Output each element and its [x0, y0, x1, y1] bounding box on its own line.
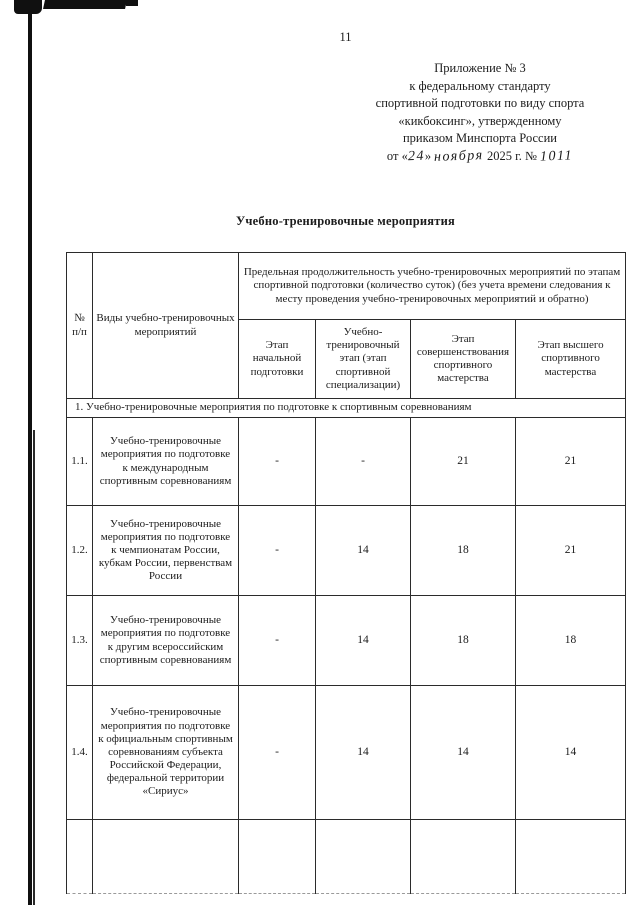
date-mid: 2025 г. № — [486, 148, 537, 163]
column-header-number: № п/п — [67, 253, 93, 399]
column-header-duration: Предельная продолжительность учебно-тренировочных мероприятий по этапам спортивной подготовки (количество суток) (без учета времени следования к месту проведения учебно-тренировочных мероприятий и обратно) — [239, 253, 626, 320]
column-header-stage-highest: Этап высшего спортивного мастерства — [516, 320, 626, 399]
value-cell: - — [239, 418, 316, 506]
document-title: Учебно-тренировочные мероприятия — [236, 214, 455, 228]
value-cell: 21 — [411, 418, 516, 506]
scan-artifact-left-bar-2 — [33, 430, 35, 905]
header-line: спортивной подготовки по виду спорта — [375, 96, 585, 110]
training-events-table — [66, 252, 626, 894]
header-line: «кикбоксинг», утвержденному — [398, 113, 562, 128]
column-header-stage-improvement: Этап совершенствования спортивного мастерства — [411, 320, 516, 399]
event-type: Учебно-тренировочные мероприятия по подготовке к международным спортивным соревнованиям — [93, 418, 239, 506]
header-line: приказом Минспорта России — [402, 131, 557, 145]
value-cell: 14 — [516, 686, 626, 820]
handwritten-month: ноября — [433, 147, 485, 165]
value-cell: - — [316, 418, 411, 506]
value-cell: 14 — [316, 596, 411, 686]
header-line: Приложение № 3 — [434, 61, 526, 75]
column-header-stage-initial: Этап начальной подготовки — [239, 320, 316, 399]
scan-artifact-top-blob — [126, 0, 138, 6]
date-line — [352, 148, 608, 166]
table-row — [67, 596, 626, 686]
event-type: Учебно-тренировочные мероприятия по подготовке к официальным спортивным соревнованиям субъекта Российской Федерации, федеральной территории «Сириус» — [93, 686, 239, 820]
table-row — [67, 506, 626, 596]
date-prefix: от « — [386, 148, 408, 163]
column-header-stage-training: Учебно-тренировочный этап (этап спортивной специализации) — [316, 320, 411, 399]
value-cell: 14 — [316, 686, 411, 820]
table-row — [67, 686, 626, 820]
handwritten-order-number: 1011 — [539, 147, 574, 165]
row-number: 1.4. — [67, 686, 93, 820]
header-line: к федеральному стандарту — [409, 78, 551, 93]
scan-artifact-top-blob — [43, 0, 127, 9]
value-cell: 18 — [516, 596, 626, 686]
handwritten-day: 24 — [407, 148, 426, 164]
page-number: 11 — [339, 30, 352, 44]
value-cell: 18 — [411, 596, 516, 686]
row-number: 1.3. — [67, 596, 93, 686]
approval-header — [352, 60, 608, 165]
value-cell: 14 — [316, 506, 411, 596]
scan-artifact-left-bar — [28, 0, 32, 905]
column-header-types: Виды учебно-тренировочных мероприятий — [93, 253, 239, 399]
value-cell: 21 — [516, 418, 626, 506]
table-row — [67, 418, 626, 506]
section-header-row: 1. Учебно-тренировочные мероприятия по подготовке к спортивным соревнованиям — [67, 399, 626, 418]
table-row-continued — [67, 820, 626, 894]
scan-artifact-top-blob — [14, 0, 42, 14]
value-cell: - — [239, 686, 316, 820]
row-number: 1.1. — [67, 418, 93, 506]
row-number: 1.2. — [67, 506, 93, 596]
value-cell: - — [239, 506, 316, 596]
value-cell: 14 — [411, 686, 516, 820]
date-close-quote: » — [424, 148, 432, 163]
value-cell: 21 — [516, 506, 626, 596]
value-cell: 18 — [411, 506, 516, 596]
value-cell: - — [239, 596, 316, 686]
event-type: Учебно-тренировочные мероприятия по подготовке к чемпионатам России, кубкам России, первенствам России — [93, 506, 239, 596]
event-type: Учебно-тренировочные мероприятия по подготовке к другим всероссийским спортивным соревнованиям — [93, 596, 239, 686]
